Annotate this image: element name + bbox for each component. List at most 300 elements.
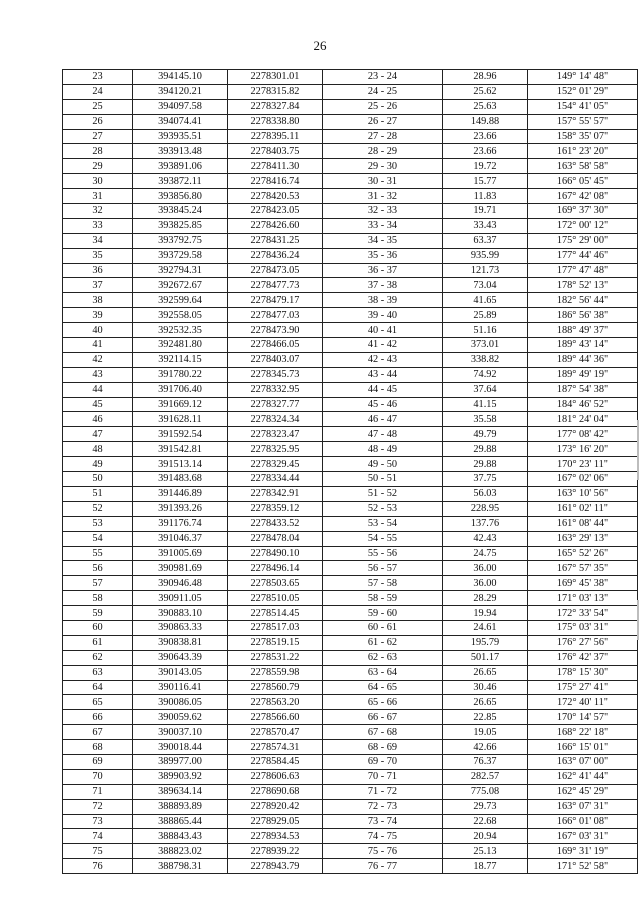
y-coordinate-cell: 2278327.84 — [228, 99, 323, 114]
segment-cell: 71 - 72 — [323, 784, 443, 799]
table-row — [63, 189, 638, 204]
x-coordinate-cell: 392672.67 — [133, 278, 228, 293]
table-row — [63, 829, 638, 844]
table-row — [63, 814, 638, 829]
x-coordinate-cell: 394074.41 — [133, 114, 228, 129]
x-coordinate-cell: 391669.12 — [133, 397, 228, 412]
bearing-cell: 189° 49' 19" — [528, 367, 638, 382]
y-coordinate-cell: 2278531.22 — [228, 650, 323, 665]
segment-cell: 60 - 61 — [323, 620, 443, 635]
point-number-cell: 74 — [63, 829, 133, 844]
y-coordinate-cell: 2278939.22 — [228, 844, 323, 859]
length-cell: 33.43 — [443, 218, 528, 233]
y-coordinate-cell: 2278433.52 — [228, 516, 323, 531]
segment-cell: 58 - 59 — [323, 591, 443, 606]
table-row — [63, 784, 638, 799]
length-cell: 935.99 — [443, 248, 528, 263]
y-coordinate-cell: 2278477.73 — [228, 278, 323, 293]
segment-cell: 73 - 74 — [323, 814, 443, 829]
length-cell: 28.96 — [443, 70, 528, 85]
point-number-cell: 63 — [63, 665, 133, 680]
bearing-cell: 189° 43' 14" — [528, 338, 638, 353]
table-row — [63, 70, 638, 85]
x-coordinate-cell: 393792.75 — [133, 233, 228, 248]
length-cell: 41.65 — [443, 293, 528, 308]
x-coordinate-cell: 392532.35 — [133, 323, 228, 338]
y-coordinate-cell: 2278606.63 — [228, 769, 323, 784]
length-cell: 775.08 — [443, 784, 528, 799]
table-row — [63, 591, 638, 606]
y-coordinate-cell: 2278503.65 — [228, 576, 323, 591]
bearing-cell: 154° 41' 05" — [528, 99, 638, 114]
x-coordinate-cell: 391446.89 — [133, 486, 228, 501]
point-number-cell: 66 — [63, 710, 133, 725]
bearing-cell: 177° 47' 48" — [528, 263, 638, 278]
table-row — [63, 129, 638, 144]
table-row — [63, 606, 638, 621]
point-number-cell: 70 — [63, 769, 133, 784]
length-cell: 36.00 — [443, 561, 528, 576]
bearing-cell: 172° 00' 12" — [528, 218, 638, 233]
table-row — [63, 367, 638, 382]
y-coordinate-cell: 2278423.05 — [228, 204, 323, 219]
page-number: 26 — [313, 38, 327, 53]
x-coordinate-cell: 388843.43 — [133, 829, 228, 844]
point-number-cell: 57 — [63, 576, 133, 591]
segment-cell: 30 - 31 — [323, 174, 443, 189]
segment-cell: 23 - 24 — [323, 70, 443, 85]
y-coordinate-cell: 2278325.95 — [228, 442, 323, 457]
point-number-cell: 60 — [63, 620, 133, 635]
table-row — [63, 323, 638, 338]
segment-cell: 54 - 55 — [323, 531, 443, 546]
x-coordinate-cell: 392794.31 — [133, 263, 228, 278]
y-coordinate-cell: 2278395.11 — [228, 129, 323, 144]
x-coordinate-cell: 388893.89 — [133, 799, 228, 814]
segment-cell: 66 - 67 — [323, 710, 443, 725]
table-row — [63, 844, 638, 859]
x-coordinate-cell: 390838.81 — [133, 635, 228, 650]
bearing-cell: 171° 52' 58" — [528, 859, 638, 874]
bearing-cell: 165° 52' 26" — [528, 546, 638, 561]
x-coordinate-cell: 394097.58 — [133, 99, 228, 114]
table-row — [63, 665, 638, 680]
segment-cell: 51 - 52 — [323, 486, 443, 501]
segment-cell: 61 - 62 — [323, 635, 443, 650]
table-row — [63, 576, 638, 591]
point-number-cell: 64 — [63, 680, 133, 695]
point-number-cell: 48 — [63, 442, 133, 457]
segment-cell: 25 - 26 — [323, 99, 443, 114]
point-number-cell: 31 — [63, 189, 133, 204]
x-coordinate-cell: 392558.05 — [133, 308, 228, 323]
length-cell: 37.75 — [443, 472, 528, 487]
segment-cell: 42 - 43 — [323, 352, 443, 367]
length-cell: 18.77 — [443, 859, 528, 874]
table-row — [63, 427, 638, 442]
length-cell: 19.71 — [443, 204, 528, 219]
table-row — [63, 412, 638, 427]
length-cell: 24.61 — [443, 620, 528, 635]
coordinates-table-body — [63, 70, 638, 874]
segment-cell: 56 - 57 — [323, 561, 443, 576]
point-number-cell: 47 — [63, 427, 133, 442]
segment-cell: 57 - 58 — [323, 576, 443, 591]
segment-cell: 48 - 49 — [323, 442, 443, 457]
segment-cell: 39 - 40 — [323, 308, 443, 323]
table-row — [63, 546, 638, 561]
x-coordinate-cell: 393913.48 — [133, 144, 228, 159]
length-cell: 30.46 — [443, 680, 528, 695]
y-coordinate-cell: 2278345.73 — [228, 367, 323, 382]
x-coordinate-cell: 391706.40 — [133, 382, 228, 397]
length-cell: 23.66 — [443, 144, 528, 159]
point-number-cell: 42 — [63, 352, 133, 367]
coordinates-table — [62, 69, 638, 874]
bearing-cell: 170° 23' 11" — [528, 457, 638, 472]
bearing-cell: 176° 42' 37" — [528, 650, 638, 665]
length-cell: 42.43 — [443, 531, 528, 546]
scan-edge-mark — [637, 600, 639, 640]
length-cell: 338.82 — [443, 352, 528, 367]
x-coordinate-cell: 394145.10 — [133, 70, 228, 85]
point-number-cell: 67 — [63, 725, 133, 740]
length-cell: 24.75 — [443, 546, 528, 561]
y-coordinate-cell: 2278411.30 — [228, 159, 323, 174]
point-number-cell: 24 — [63, 84, 133, 99]
table-row — [63, 531, 638, 546]
length-cell: 373.01 — [443, 338, 528, 353]
length-cell: 149.88 — [443, 114, 528, 129]
bearing-cell: 169° 45' 38" — [528, 576, 638, 591]
y-coordinate-cell: 2278324.34 — [228, 412, 323, 427]
y-coordinate-cell: 2278559.98 — [228, 665, 323, 680]
segment-cell: 72 - 73 — [323, 799, 443, 814]
bearing-cell: 161° 02' 11" — [528, 501, 638, 516]
bearing-cell: 169° 31' 19" — [528, 844, 638, 859]
point-number-cell: 38 — [63, 293, 133, 308]
x-coordinate-cell: 389634.14 — [133, 784, 228, 799]
bearing-cell: 167° 42' 08" — [528, 189, 638, 204]
length-cell: 25.89 — [443, 308, 528, 323]
bearing-cell: 171° 03' 13" — [528, 591, 638, 606]
bearing-cell: 175° 27' 41" — [528, 680, 638, 695]
table-row — [63, 159, 638, 174]
segment-cell: 28 - 29 — [323, 144, 443, 159]
segment-cell: 44 - 45 — [323, 382, 443, 397]
table-row — [63, 84, 638, 99]
x-coordinate-cell: 393891.06 — [133, 159, 228, 174]
length-cell: 26.65 — [443, 665, 528, 680]
x-coordinate-cell: 390863.33 — [133, 620, 228, 635]
bearing-cell: 157° 55' 57" — [528, 114, 638, 129]
point-number-cell: 26 — [63, 114, 133, 129]
length-cell: 63.37 — [443, 233, 528, 248]
segment-cell: 35 - 36 — [323, 248, 443, 263]
point-number-cell: 49 — [63, 457, 133, 472]
length-cell: 25.13 — [443, 844, 528, 859]
table-row — [63, 516, 638, 531]
point-number-cell: 28 — [63, 144, 133, 159]
table-row — [63, 248, 638, 263]
length-cell: 76.37 — [443, 754, 528, 769]
table-row — [63, 442, 638, 457]
length-cell: 282.57 — [443, 769, 528, 784]
table-row — [63, 799, 638, 814]
length-cell: 73.04 — [443, 278, 528, 293]
length-cell: 36.00 — [443, 576, 528, 591]
point-number-cell: 27 — [63, 129, 133, 144]
bearing-cell: 182° 56' 44" — [528, 293, 638, 308]
point-number-cell: 33 — [63, 218, 133, 233]
y-coordinate-cell: 2278496.14 — [228, 561, 323, 576]
x-coordinate-cell: 390643.39 — [133, 650, 228, 665]
bearing-cell: 187° 54' 38" — [528, 382, 638, 397]
length-cell: 501.17 — [443, 650, 528, 665]
point-number-cell: 23 — [63, 70, 133, 85]
x-coordinate-cell: 393872.11 — [133, 174, 228, 189]
segment-cell: 36 - 37 — [323, 263, 443, 278]
bearing-cell: 177° 08' 42" — [528, 427, 638, 442]
segment-cell: 55 - 56 — [323, 546, 443, 561]
bearing-cell: 188° 49' 37" — [528, 323, 638, 338]
segment-cell: 59 - 60 — [323, 606, 443, 621]
bearing-cell: 186° 56' 38" — [528, 308, 638, 323]
y-coordinate-cell: 2278477.03 — [228, 308, 323, 323]
y-coordinate-cell: 2278359.12 — [228, 501, 323, 516]
table-row — [63, 397, 638, 412]
table-row — [63, 650, 638, 665]
segment-cell: 45 - 46 — [323, 397, 443, 412]
point-number-cell: 73 — [63, 814, 133, 829]
segment-cell: 53 - 54 — [323, 516, 443, 531]
point-number-cell: 43 — [63, 367, 133, 382]
table-row — [63, 635, 638, 650]
point-number-cell: 37 — [63, 278, 133, 293]
table-row — [63, 769, 638, 784]
length-cell: 19.05 — [443, 725, 528, 740]
bearing-cell: 172° 40' 11" — [528, 695, 638, 710]
length-cell: 49.79 — [443, 427, 528, 442]
y-coordinate-cell: 2278934.53 — [228, 829, 323, 844]
bearing-cell: 175° 29' 00" — [528, 233, 638, 248]
bearing-cell: 152° 01' 29" — [528, 84, 638, 99]
segment-cell: 33 - 34 — [323, 218, 443, 233]
bearing-cell: 163° 10' 56" — [528, 486, 638, 501]
point-number-cell: 35 — [63, 248, 133, 263]
segment-cell: 46 - 47 — [323, 412, 443, 427]
segment-cell: 69 - 70 — [323, 754, 443, 769]
segment-cell: 37 - 38 — [323, 278, 443, 293]
table-row — [63, 144, 638, 159]
length-cell: 74.92 — [443, 367, 528, 382]
table-row — [63, 754, 638, 769]
y-coordinate-cell: 2278920.42 — [228, 799, 323, 814]
point-number-cell: 29 — [63, 159, 133, 174]
bearing-cell: 166° 01' 08" — [528, 814, 638, 829]
segment-cell: 47 - 48 — [323, 427, 443, 442]
y-coordinate-cell: 2278478.04 — [228, 531, 323, 546]
y-coordinate-cell: 2278403.75 — [228, 144, 323, 159]
segment-cell: 31 - 32 — [323, 189, 443, 204]
segment-cell: 27 - 28 — [323, 129, 443, 144]
x-coordinate-cell: 390143.05 — [133, 665, 228, 680]
segment-cell: 32 - 33 — [323, 204, 443, 219]
segment-cell: 34 - 35 — [323, 233, 443, 248]
bearing-cell: 161° 08' 44" — [528, 516, 638, 531]
table-row — [63, 486, 638, 501]
bearing-cell: 167° 57' 35" — [528, 561, 638, 576]
length-cell: 37.64 — [443, 382, 528, 397]
bearing-cell: 178° 15' 30" — [528, 665, 638, 680]
table-row — [63, 338, 638, 353]
bearing-cell: 176° 27' 56" — [528, 635, 638, 650]
bearing-cell: 177° 44' 46" — [528, 248, 638, 263]
bearing-cell: 163° 07' 00" — [528, 754, 638, 769]
segment-cell: 41 - 42 — [323, 338, 443, 353]
y-coordinate-cell: 2278466.05 — [228, 338, 323, 353]
table-row — [63, 174, 638, 189]
point-number-cell: 46 — [63, 412, 133, 427]
y-coordinate-cell: 2278510.05 — [228, 591, 323, 606]
bearing-cell: 172° 33' 54" — [528, 606, 638, 621]
x-coordinate-cell: 391542.81 — [133, 442, 228, 457]
y-coordinate-cell: 2278315.82 — [228, 84, 323, 99]
table-row — [63, 293, 638, 308]
point-number-cell: 55 — [63, 546, 133, 561]
x-coordinate-cell: 391483.68 — [133, 472, 228, 487]
y-coordinate-cell: 2278426.60 — [228, 218, 323, 233]
length-cell: 51.16 — [443, 323, 528, 338]
bearing-cell: 162° 45' 29" — [528, 784, 638, 799]
length-cell: 23.66 — [443, 129, 528, 144]
segment-cell: 63 - 64 — [323, 665, 443, 680]
x-coordinate-cell: 390883.10 — [133, 606, 228, 621]
y-coordinate-cell: 2278332.95 — [228, 382, 323, 397]
segment-cell: 64 - 65 — [323, 680, 443, 695]
bearing-cell: 163° 07' 31" — [528, 799, 638, 814]
length-cell: 25.62 — [443, 84, 528, 99]
x-coordinate-cell: 388798.31 — [133, 859, 228, 874]
y-coordinate-cell: 2278342.91 — [228, 486, 323, 501]
point-number-cell: 53 — [63, 516, 133, 531]
y-coordinate-cell: 2278560.79 — [228, 680, 323, 695]
bearing-cell: 167° 03' 31" — [528, 829, 638, 844]
point-number-cell: 32 — [63, 204, 133, 219]
y-coordinate-cell: 2278929.05 — [228, 814, 323, 829]
y-coordinate-cell: 2278563.20 — [228, 695, 323, 710]
y-coordinate-cell: 2278570.47 — [228, 725, 323, 740]
x-coordinate-cell: 388823.02 — [133, 844, 228, 859]
segment-cell: 26 - 27 — [323, 114, 443, 129]
segment-cell: 62 - 63 — [323, 650, 443, 665]
point-number-cell: 76 — [63, 859, 133, 874]
y-coordinate-cell: 2278323.47 — [228, 427, 323, 442]
bearing-cell: 184° 46' 52" — [528, 397, 638, 412]
y-coordinate-cell: 2278690.68 — [228, 784, 323, 799]
segment-cell: 49 - 50 — [323, 457, 443, 472]
y-coordinate-cell: 2278519.15 — [228, 635, 323, 650]
segment-cell: 74 - 75 — [323, 829, 443, 844]
y-coordinate-cell: 2278943.79 — [228, 859, 323, 874]
table-row — [63, 695, 638, 710]
length-cell: 22.85 — [443, 710, 528, 725]
length-cell: 15.77 — [443, 174, 528, 189]
length-cell: 26.65 — [443, 695, 528, 710]
bearing-cell: 189° 44' 36" — [528, 352, 638, 367]
bearing-cell: 181° 24' 04" — [528, 412, 638, 427]
y-coordinate-cell: 2278329.45 — [228, 457, 323, 472]
x-coordinate-cell: 391005.69 — [133, 546, 228, 561]
x-coordinate-cell: 391393.26 — [133, 501, 228, 516]
scan-edge-mark — [637, 420, 639, 480]
length-cell: 121.73 — [443, 263, 528, 278]
segment-cell: 50 - 51 — [323, 472, 443, 487]
x-coordinate-cell: 393729.58 — [133, 248, 228, 263]
table-row — [63, 620, 638, 635]
segment-cell: 52 - 53 — [323, 501, 443, 516]
x-coordinate-cell: 391628.11 — [133, 412, 228, 427]
y-coordinate-cell: 2278436.24 — [228, 248, 323, 263]
x-coordinate-cell: 393845.24 — [133, 204, 228, 219]
table-row — [63, 859, 638, 874]
table-row — [63, 114, 638, 129]
table-row — [63, 382, 638, 397]
x-coordinate-cell: 390981.69 — [133, 561, 228, 576]
x-coordinate-cell: 389903.92 — [133, 769, 228, 784]
table-row — [63, 725, 638, 740]
segment-cell: 40 - 41 — [323, 323, 443, 338]
x-coordinate-cell: 393935.51 — [133, 129, 228, 144]
length-cell: 137.76 — [443, 516, 528, 531]
x-coordinate-cell: 391780.22 — [133, 367, 228, 382]
point-number-cell: 56 — [63, 561, 133, 576]
bearing-cell: 149° 14' 48" — [528, 70, 638, 85]
table-row — [63, 710, 638, 725]
y-coordinate-cell: 2278566.60 — [228, 710, 323, 725]
point-number-cell: 44 — [63, 382, 133, 397]
bearing-cell: 167° 02' 06" — [528, 472, 638, 487]
table-row — [63, 308, 638, 323]
point-number-cell: 51 — [63, 486, 133, 501]
bearing-cell: 158° 35' 07" — [528, 129, 638, 144]
point-number-cell: 61 — [63, 635, 133, 650]
point-number-cell: 52 — [63, 501, 133, 516]
point-number-cell: 45 — [63, 397, 133, 412]
y-coordinate-cell: 2278584.45 — [228, 754, 323, 769]
table-row — [63, 561, 638, 576]
point-number-cell: 41 — [63, 338, 133, 353]
y-coordinate-cell: 2278416.74 — [228, 174, 323, 189]
point-number-cell: 50 — [63, 472, 133, 487]
x-coordinate-cell: 390911.05 — [133, 591, 228, 606]
segment-cell: 68 - 69 — [323, 740, 443, 755]
y-coordinate-cell: 2278334.44 — [228, 472, 323, 487]
segment-cell: 65 - 66 — [323, 695, 443, 710]
bearing-cell: 168° 22' 18" — [528, 725, 638, 740]
x-coordinate-cell: 389977.00 — [133, 754, 228, 769]
y-coordinate-cell: 2278327.77 — [228, 397, 323, 412]
y-coordinate-cell: 2278301.01 — [228, 70, 323, 85]
x-coordinate-cell: 390086.05 — [133, 695, 228, 710]
segment-cell: 67 - 68 — [323, 725, 443, 740]
x-coordinate-cell: 391046.37 — [133, 531, 228, 546]
x-coordinate-cell: 394120.21 — [133, 84, 228, 99]
bearing-cell: 166° 15' 01" — [528, 740, 638, 755]
x-coordinate-cell: 390116.41 — [133, 680, 228, 695]
y-coordinate-cell: 2278517.03 — [228, 620, 323, 635]
x-coordinate-cell: 392599.64 — [133, 293, 228, 308]
